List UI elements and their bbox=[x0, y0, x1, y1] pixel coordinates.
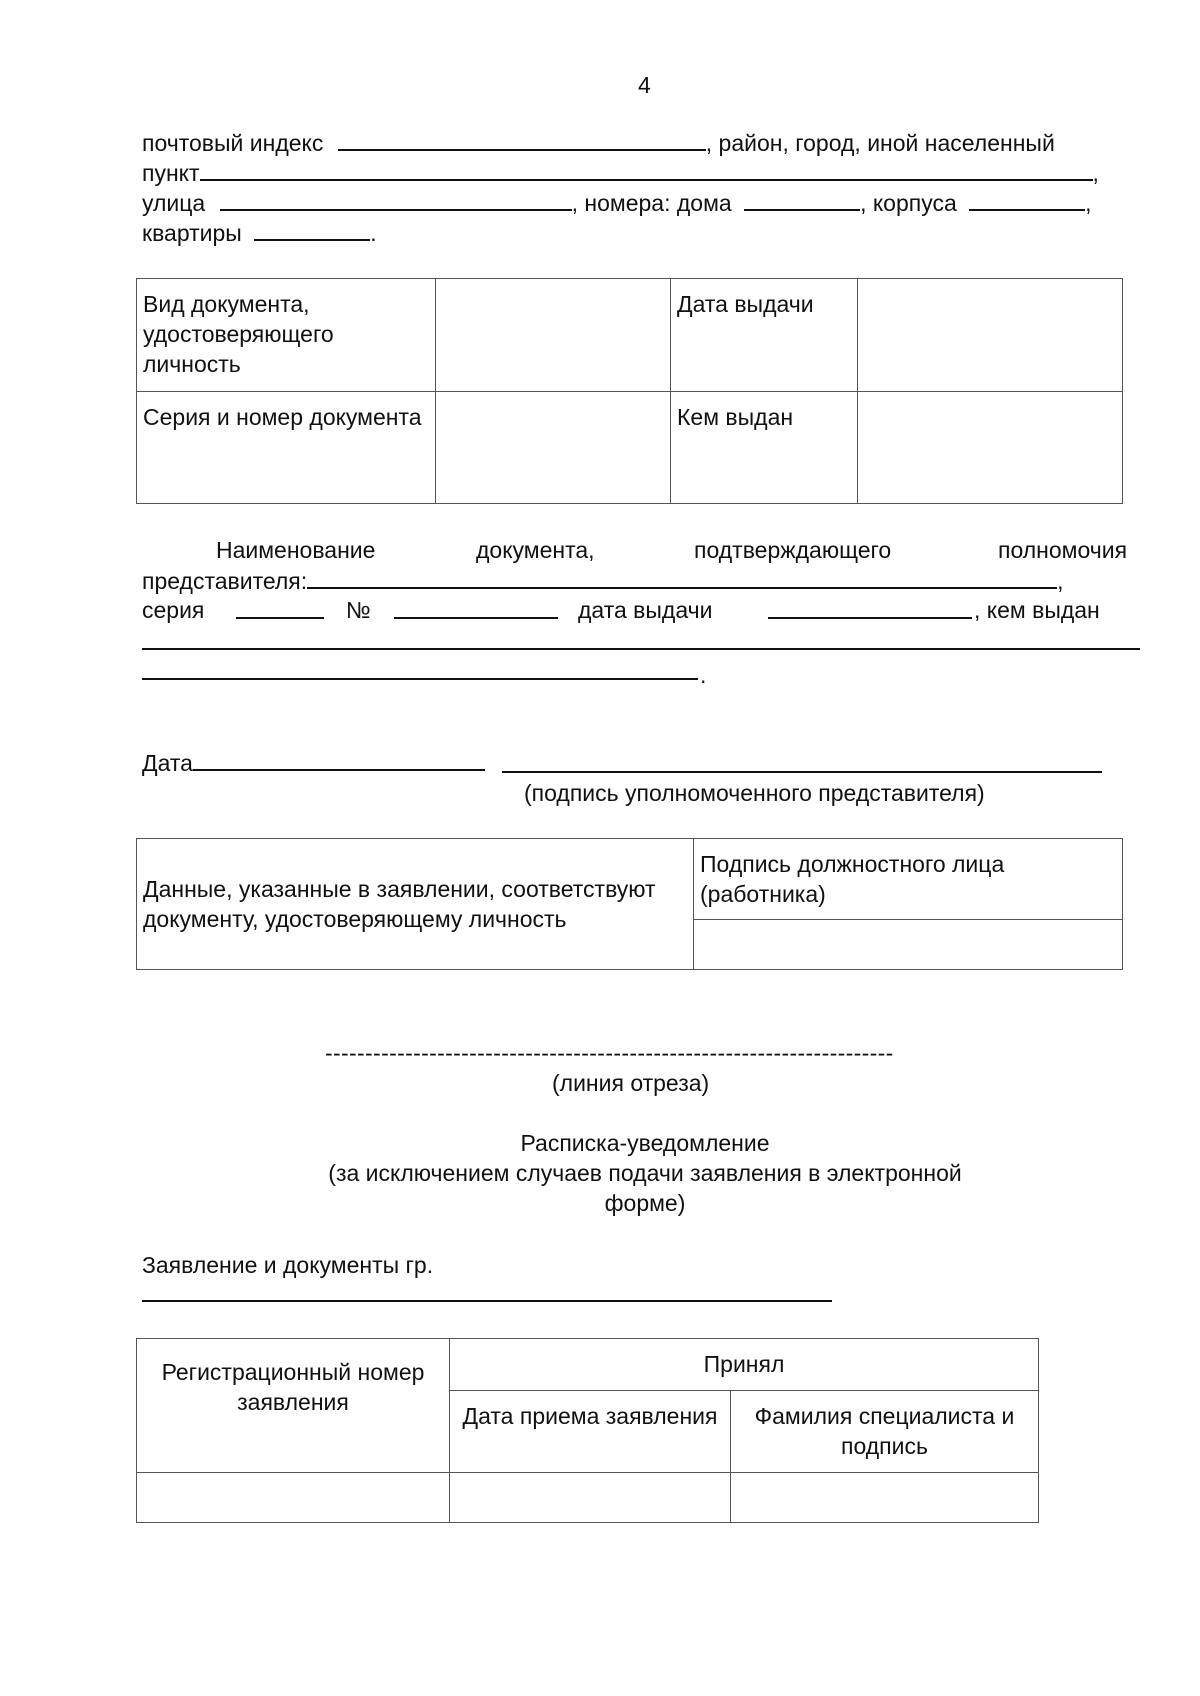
authority-doc-field[interactable] bbox=[307, 565, 1057, 589]
building-label: , корпуса bbox=[860, 190, 957, 216]
series-field[interactable] bbox=[236, 595, 324, 619]
issued-by-field[interactable] bbox=[858, 392, 1123, 504]
accepted-header: Принял bbox=[450, 1339, 1039, 1391]
specialist-header: Фамилия специалиста и подпись bbox=[731, 1391, 1039, 1473]
receipt-subtitle-1: (за исключением случаев подачи заявления в электронной bbox=[328, 1160, 962, 1186]
apartment-field[interactable] bbox=[254, 217, 370, 241]
page-number: 4 bbox=[638, 72, 651, 98]
punctuation: , bbox=[1092, 160, 1099, 186]
district-label: , район, город, иной населенный bbox=[705, 130, 1055, 156]
issued-by-text: , кем выдан bbox=[974, 597, 1100, 623]
authority-word-1: Наименование bbox=[216, 537, 376, 563]
cut-line-label: (линия отреза) bbox=[552, 1070, 710, 1096]
official-signature-field[interactable] bbox=[694, 920, 1123, 970]
authority-word-4: полномочия bbox=[998, 537, 1128, 563]
applicant-name-field[interactable] bbox=[142, 1300, 832, 1302]
street-field[interactable] bbox=[220, 187, 572, 211]
punctuation: . bbox=[370, 220, 377, 246]
official-signature-label: Подпись должностного лица (работника) bbox=[694, 839, 1123, 920]
receipt-title: Расписка-уведомление bbox=[520, 1130, 770, 1156]
doc-type-label: Вид документа, удостоверяющего личность bbox=[137, 279, 436, 392]
locality-label: пункт bbox=[142, 160, 200, 186]
house-label: , номера: дома bbox=[571, 190, 732, 216]
series-label: серия bbox=[142, 597, 205, 623]
specialist-field[interactable] bbox=[731, 1473, 1039, 1523]
apartment-label: квартиры bbox=[142, 220, 242, 246]
street-label: улица bbox=[142, 190, 206, 216]
address-line-2 bbox=[142, 157, 1099, 188]
series-number-label: Серия и номер документа bbox=[137, 392, 436, 504]
receipt-subtitle-2: форме) bbox=[604, 1190, 686, 1216]
date-received-header: Дата приема заявления bbox=[450, 1391, 731, 1473]
reg-number-field[interactable] bbox=[137, 1473, 450, 1523]
id-document-table bbox=[136, 278, 1123, 504]
representative-label: представителя: bbox=[142, 568, 308, 594]
signature-field[interactable] bbox=[502, 771, 1102, 773]
registration-table bbox=[136, 1338, 1039, 1523]
issue-date-text: дата выдачи bbox=[578, 597, 713, 623]
applicant-label: Заявление и документы гр. bbox=[142, 1252, 434, 1278]
verification-table bbox=[136, 838, 1123, 970]
date-field[interactable] bbox=[193, 747, 485, 771]
issue-date-field[interactable] bbox=[858, 279, 1123, 392]
locality-field[interactable] bbox=[200, 157, 1093, 181]
house-field[interactable] bbox=[744, 187, 860, 211]
postal-code-field[interactable] bbox=[338, 127, 706, 151]
authority-line-2 bbox=[142, 565, 1064, 596]
issue-date-label: Дата выдачи bbox=[671, 279, 858, 392]
postal-code-label: почтовый индекс bbox=[142, 130, 324, 156]
punctuation: , bbox=[1085, 190, 1092, 216]
signature-caption: (подпись уполномоченного представителя) bbox=[524, 780, 985, 806]
address-line-3 bbox=[142, 187, 1092, 218]
issued-by-line-2[interactable] bbox=[142, 678, 698, 680]
verification-text: Данные, указанные в заявлении, соответствуют документу, удостоверяющему личность bbox=[137, 839, 694, 970]
doc-type-field[interactable] bbox=[436, 279, 671, 392]
authority-word-2: документа, bbox=[476, 537, 595, 563]
number-label: № bbox=[346, 597, 371, 623]
cut-line: ----------------------------------------------------------------------- bbox=[325, 1040, 894, 1066]
issued-by-line-1[interactable] bbox=[142, 648, 1140, 650]
address-line-4 bbox=[142, 217, 377, 248]
date-label: Дата bbox=[142, 750, 193, 776]
building-field[interactable] bbox=[969, 187, 1085, 211]
issued-by-label: Кем выдан bbox=[671, 392, 858, 504]
authority-word-3: подтверждающего bbox=[694, 537, 892, 563]
punctuation: , bbox=[1057, 568, 1064, 594]
date-received-field[interactable] bbox=[450, 1473, 731, 1523]
reg-number-header: Регистрационный номер заявления bbox=[137, 1339, 450, 1473]
signature-row bbox=[142, 747, 485, 778]
auth-issue-date-field[interactable] bbox=[768, 595, 972, 619]
series-number-field[interactable] bbox=[436, 392, 671, 504]
punctuation: . bbox=[700, 662, 707, 688]
number-field[interactable] bbox=[394, 595, 558, 619]
address-line-1 bbox=[142, 127, 1140, 158]
